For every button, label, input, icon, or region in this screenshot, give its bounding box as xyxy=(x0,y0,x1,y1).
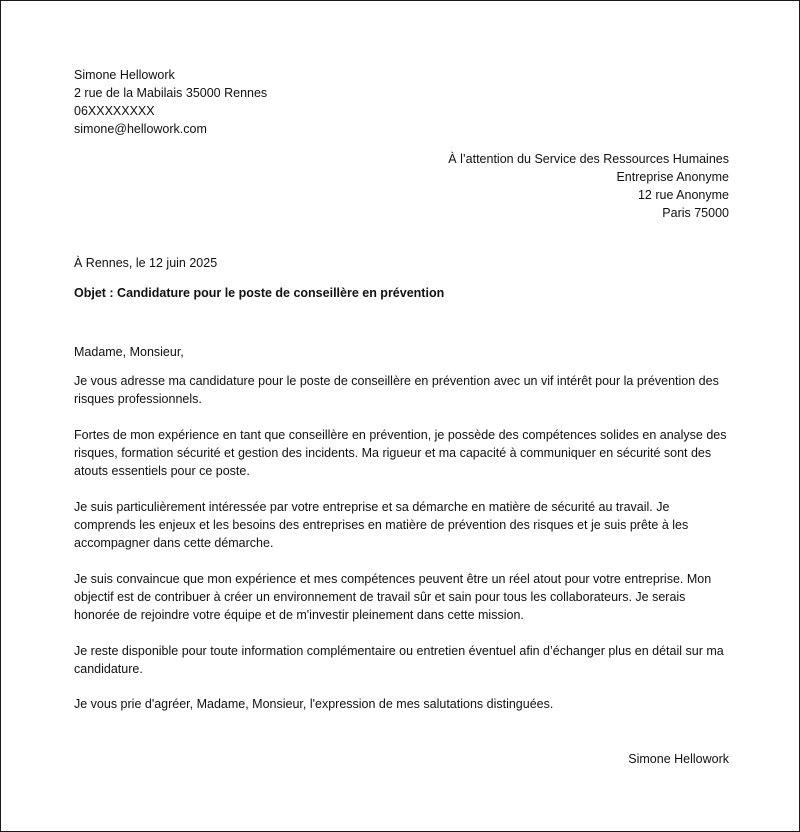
sender-name: Simone Hellowork xyxy=(74,68,175,82)
body-paragraph: Je vous adresse ma candidature pour le poste de conseillère en prévention avec un vif intérêt pour la prévention des risques professionnels. xyxy=(74,374,719,406)
closing-paragraph: Je vous prie d'agréer, Madame, Monsieur, l'expression de mes salutations distinguées. xyxy=(74,697,554,711)
signature: Simone Hellowork xyxy=(628,752,729,766)
body-paragraph: Je suis convaincue que mon expérience et mes compétences peuvent être un réel atout pour votre entreprise. Mon objectif est de contribuer à créer un environnement de travail sûr et sain pour tous les collaborateurs. Je serais honorée de rejoindre votre équipe et de m'investir pleinement dans cette mission. xyxy=(74,572,712,622)
body-paragraph: Je suis particulièrement intéressée par votre entreprise et sa démarche en matière de sécurité au travail. Je comprends les enjeux et les besoins des entreprises en matière de prévention des risques et je suis prête à les accompagner dans cette démarche. xyxy=(74,500,689,550)
sender-phone: 06XXXXXXXX xyxy=(74,104,155,118)
sender-block xyxy=(74,66,729,138)
recipient-attention: À l’attention du Service des Ressources Humaines xyxy=(448,152,729,166)
body-paragraph: Fortes de mon expérience en tant que conseillère en prévention, je possède des compétences solides en analyse des risques, formation sécurité et gestion des incidents. Ma rigueur et ma capacité à communiquer en sécurité sont des atouts essentiels pour ce poste. xyxy=(74,428,727,478)
greeting: Madame, Monsieur, xyxy=(74,345,184,359)
recipient-street: 12 rue Anonyme xyxy=(637,188,729,202)
subject-line: Objet : Candidature pour le poste de conseillère en prévention xyxy=(74,286,445,300)
recipient-company: Entreprise Anonyme xyxy=(616,170,729,184)
sender-address: 2 rue de la Mabilais 35000 Rennes xyxy=(74,86,268,100)
sender-email: simone@hellowork.com xyxy=(74,122,207,136)
recipient-city: Paris 75000 xyxy=(662,206,729,220)
body-paragraph: Je reste disponible pour toute information complémentaire ou entretien éventuel afin d’échanger plus en détail sur ma candidature. xyxy=(74,644,724,676)
date-line: À Rennes, le 12 juin 2025 xyxy=(74,256,218,270)
recipient-block xyxy=(74,150,729,222)
